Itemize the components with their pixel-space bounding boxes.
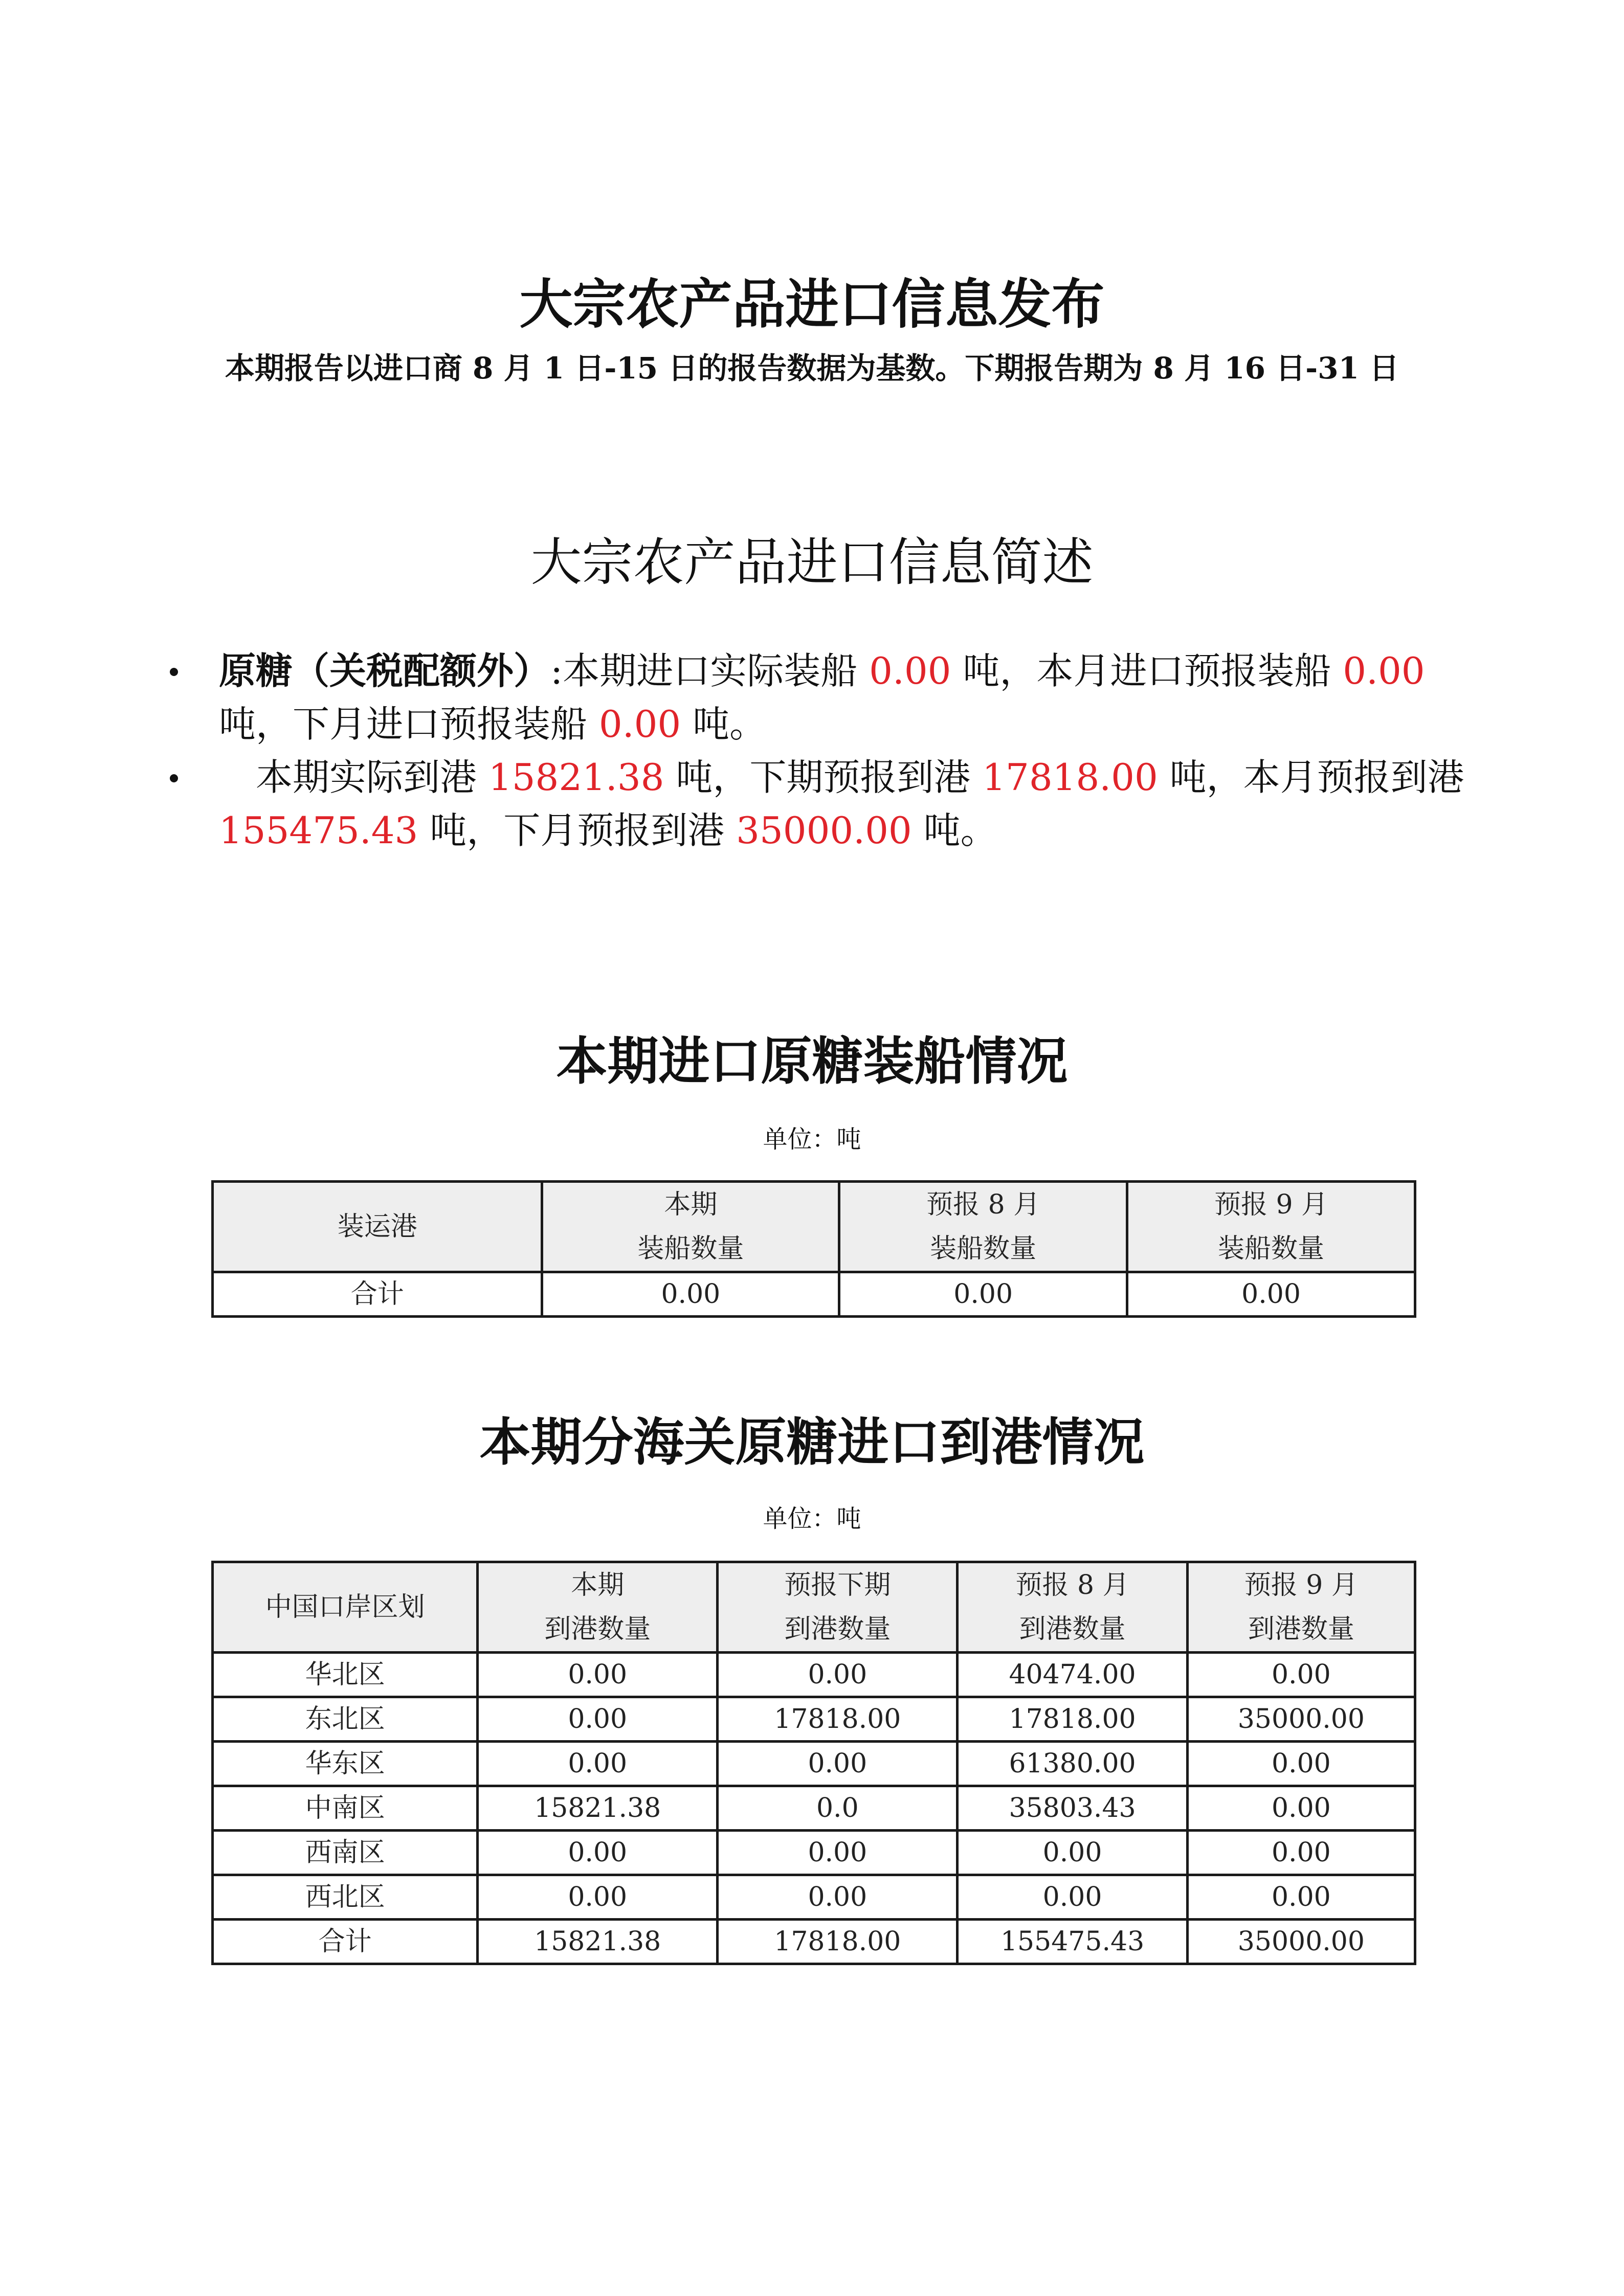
region-cell: 华北区	[213, 1653, 478, 1697]
sep-cell: 0.00	[1187, 1875, 1415, 1920]
aug-cell: 17818.00	[958, 1697, 1187, 1742]
summary-text: 吨，本月进口预报装船	[951, 649, 1343, 692]
shipping-unit-label: 单位：吨	[763, 1125, 861, 1154]
aug-cell: 0.00	[958, 1831, 1187, 1875]
total-current: 15821.38	[478, 1920, 718, 1964]
region-cell: 西北区	[213, 1875, 478, 1920]
total-label: 合计	[213, 1920, 478, 1964]
header-text: 中国口岸区划	[265, 1592, 425, 1623]
summary-title: 大宗农产品进口信息简述	[530, 532, 1094, 592]
table-row	[213, 1742, 1415, 1786]
product-label: 原糖（关税配额外）	[219, 649, 551, 692]
header-region	[213, 1562, 478, 1653]
header-text: 本期	[664, 1189, 718, 1220]
summary-text: 吨，下月进口预报装船	[219, 703, 599, 746]
summary-text: 吨，本月预报到港	[1158, 756, 1464, 799]
header-text: 装船数量	[637, 1233, 744, 1264]
summary-text: 吨，下期预报到港	[664, 756, 983, 799]
next-period-forecast-arrival-value: 17818.00	[982, 756, 1158, 799]
summary-text: 吨，下月预报到港	[418, 809, 737, 852]
header-text: 到港数量	[544, 1614, 651, 1645]
region-cell: 西南区	[213, 1831, 478, 1875]
next-cell: 0.00	[718, 1742, 958, 1786]
aug-cell: 61380.00	[958, 1742, 1187, 1786]
header-text: 预报 9 月	[1244, 1570, 1358, 1601]
current-cell: 15821.38	[478, 1786, 718, 1831]
header-port	[213, 1182, 542, 1272]
bullet-icon	[170, 668, 178, 676]
table-row	[213, 1875, 1415, 1920]
next-cell: 17818.00	[718, 1697, 958, 1742]
header-sep-arrival	[1187, 1562, 1415, 1653]
header-text: 预报 9 月	[1214, 1189, 1328, 1220]
table-row-total	[213, 1920, 1415, 1964]
next-cell: 0.0	[718, 1786, 958, 1831]
next-cell: 0.00	[718, 1875, 958, 1920]
month-forecast-shipping-value: 0.00	[1343, 649, 1425, 692]
header-current-shipping	[542, 1182, 839, 1272]
next-month-forecast-arrival-value: 35000.00	[736, 809, 912, 852]
table-header-row	[213, 1562, 1415, 1653]
total-current: 0.00	[542, 1272, 839, 1317]
aug-cell: 0.00	[958, 1875, 1187, 1920]
summary-bullet-shipping	[164, 644, 1494, 751]
arrival-table	[211, 1561, 1416, 1965]
header-text: 预报下期	[784, 1570, 891, 1601]
summary-text: 吨。	[911, 809, 997, 852]
sep-cell: 0.00	[1187, 1831, 1415, 1875]
actual-arrival-value: 15821.38	[488, 756, 664, 799]
sep-cell: 35000.00	[1187, 1697, 1415, 1742]
page-title: 大宗农产品进口信息发布	[519, 273, 1105, 335]
aug-cell: 40474.00	[958, 1653, 1187, 1697]
region-cell: 华东区	[213, 1742, 478, 1786]
current-cell: 0.00	[478, 1697, 718, 1742]
header-text: 到港数量	[1019, 1614, 1126, 1645]
arrival-unit-label: 单位：吨	[763, 1504, 861, 1533]
summary-text: 本期实际到港	[256, 756, 488, 799]
header-text: 预报 8 月	[926, 1189, 1040, 1220]
total-label: 合计	[213, 1272, 542, 1317]
table-row	[213, 1786, 1415, 1831]
header-text: 本期	[571, 1570, 625, 1601]
current-cell: 0.00	[478, 1742, 718, 1786]
table-row	[213, 1653, 1415, 1697]
next-cell: 0.00	[718, 1653, 958, 1697]
region-cell: 中南区	[213, 1786, 478, 1831]
header-text: 装船数量	[930, 1233, 1037, 1264]
month-forecast-arrival-value: 155475.43	[219, 809, 418, 852]
header-aug-shipping	[839, 1182, 1127, 1272]
header-text: 装船数量	[1218, 1233, 1325, 1264]
total-sep: 35000.00	[1187, 1920, 1415, 1964]
total-next: 17818.00	[718, 1920, 958, 1964]
label-colon: :	[550, 649, 563, 692]
table-row	[213, 1697, 1415, 1742]
table-row	[213, 1831, 1415, 1875]
header-current-arrival	[478, 1562, 718, 1653]
summary-bullet-arrival	[164, 751, 1494, 857]
sep-cell: 0.00	[1187, 1786, 1415, 1831]
total-aug: 155475.43	[958, 1920, 1187, 1964]
current-cell: 0.00	[478, 1831, 718, 1875]
table-header-row	[213, 1182, 1415, 1272]
summary-text: 吨。	[681, 703, 767, 746]
header-text: 预报 8 月	[1015, 1570, 1129, 1601]
report-period-subtitle: 本期报告以进口商 8 月 1 日-15 日的报告数据为基数。下期报告期为 8 月 16 日-31 日	[225, 351, 1399, 386]
aug-cell: 35803.43	[958, 1786, 1187, 1831]
bullet-icon	[170, 774, 178, 782]
total-aug: 0.00	[839, 1272, 1127, 1317]
table-row-total	[213, 1272, 1415, 1317]
actual-shipping-value: 0.00	[869, 649, 951, 692]
header-aug-arrival	[958, 1562, 1187, 1653]
current-cell: 0.00	[478, 1875, 718, 1920]
sep-cell: 0.00	[1187, 1653, 1415, 1697]
next-cell: 0.00	[718, 1831, 958, 1875]
region-cell: 东北区	[213, 1697, 478, 1742]
header-text: 到港数量	[784, 1614, 891, 1645]
header-text: 到港数量	[1248, 1614, 1354, 1645]
arrival-section-title: 本期分海关原糖进口到港情况	[479, 1412, 1145, 1472]
summary-text: 本期进口实际装船	[563, 649, 870, 692]
shipping-section-title: 本期进口原糖装船情况	[556, 1031, 1068, 1091]
next-month-forecast-shipping-value: 0.00	[598, 703, 681, 746]
header-next-arrival	[718, 1562, 958, 1653]
shipping-table	[211, 1180, 1416, 1318]
summary-list	[164, 644, 1494, 857]
header-text: 装运港	[337, 1211, 417, 1242]
sep-cell: 0.00	[1187, 1742, 1415, 1786]
total-sep: 0.00	[1127, 1272, 1415, 1317]
header-sep-shipping	[1127, 1182, 1415, 1272]
current-cell: 0.00	[478, 1653, 718, 1697]
